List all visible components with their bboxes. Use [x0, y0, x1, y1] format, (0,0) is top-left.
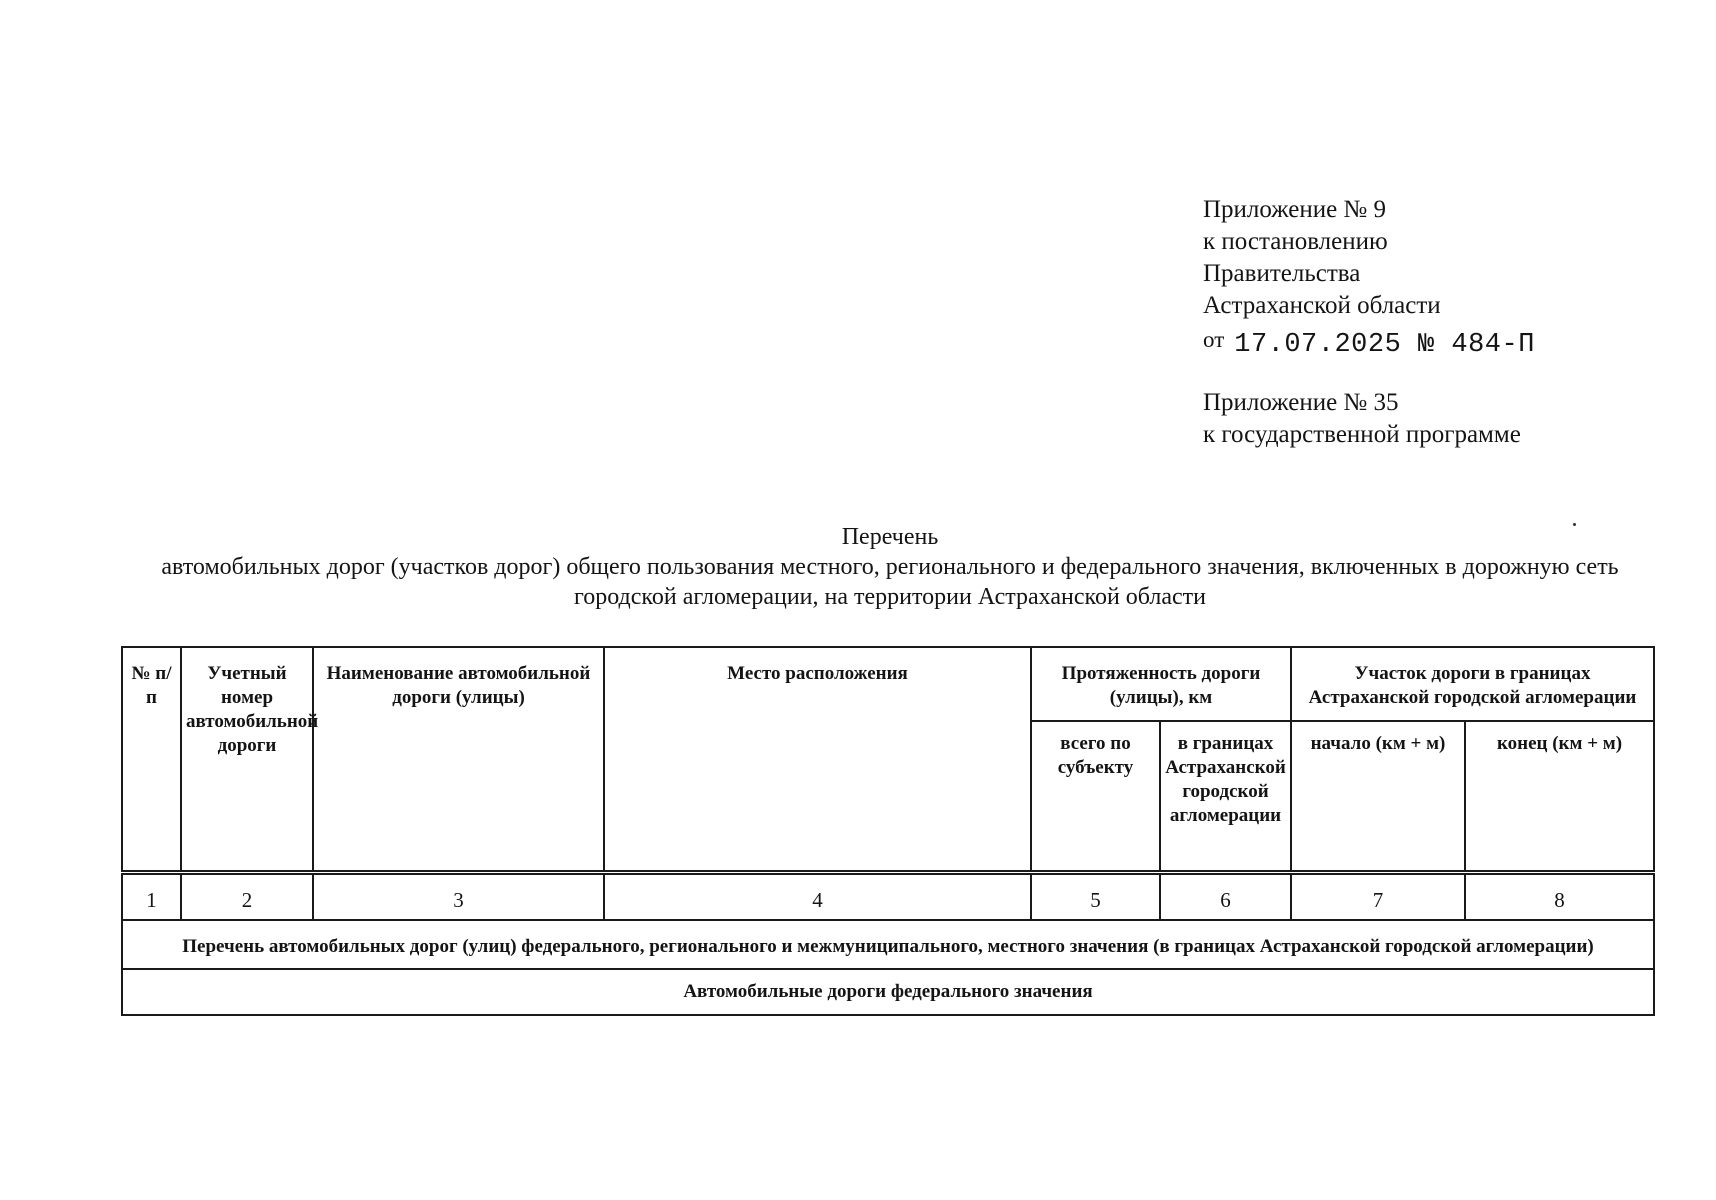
section-row: [122, 920, 1654, 969]
roads-table: [121, 646, 1655, 1016]
appendix-line-7: к государственной программе: [1203, 421, 1521, 448]
subsection-row: [122, 969, 1654, 1015]
header-num: № п/п: [122, 647, 181, 873]
section-title: Перечень автомобильных дорог (улиц) федерального, регионального и межмуниципального, местного значения (в границах Астраханской городской агломерации): [122, 920, 1654, 969]
appendix-date-row: [1203, 324, 1535, 361]
column-number: 8: [1465, 873, 1654, 921]
appendix-line-4: Астраханской области: [1203, 292, 1441, 319]
column-number: 6: [1160, 873, 1291, 921]
column-number: 4: [604, 873, 1031, 921]
column-number: 3: [313, 873, 604, 921]
title-subtitle: автомобильных дорог (участков дорог) общего пользования местного, регионального и федерального значения, включенных в дорожную сеть городской агломерации, на территории Астраханской области: [161, 554, 1619, 610]
appendix-line-2: к постановлению: [1203, 228, 1388, 255]
appendix-header: [1203, 194, 1535, 451]
title-heading: Перечень: [841, 524, 939, 550]
appendix-line-6: Приложение № 35: [1203, 389, 1399, 416]
column-number: 1: [122, 873, 181, 921]
header-segment-end: конец (км + м): [1465, 721, 1654, 873]
header-length-total: всего по субъекту: [1031, 721, 1160, 873]
header-road-name: Наименование автомобильной дороги (улицы): [313, 647, 604, 873]
header-length-group: Протяженность дороги (улицы), км: [1031, 647, 1291, 721]
appendix-line-1: Приложение № 9: [1203, 196, 1387, 223]
header-segment-group: Участок дороги в границах Астраханской городской агломерации: [1291, 647, 1654, 721]
header-length-in-agglomeration: в границах Астраханской городской агломерации: [1160, 721, 1291, 873]
date-stamp: 17.07.2025 № 484-П: [1234, 330, 1535, 360]
header-segment-start: начало (км + м): [1291, 721, 1465, 873]
column-number: 7: [1291, 873, 1465, 921]
header-location: Место расположения: [604, 647, 1031, 873]
column-numbers-row: [122, 873, 1654, 921]
header-account-number: Учетный номер автомобильной дороги: [181, 647, 313, 873]
date-prefix: от: [1203, 327, 1225, 352]
document-title: [100, 522, 1680, 612]
column-number: 2: [181, 873, 313, 921]
appendix-line-3: Правительства: [1203, 260, 1361, 287]
column-number: 5: [1031, 873, 1160, 921]
subsection-title: Автомобильные дороги федерального значения: [122, 969, 1654, 1015]
